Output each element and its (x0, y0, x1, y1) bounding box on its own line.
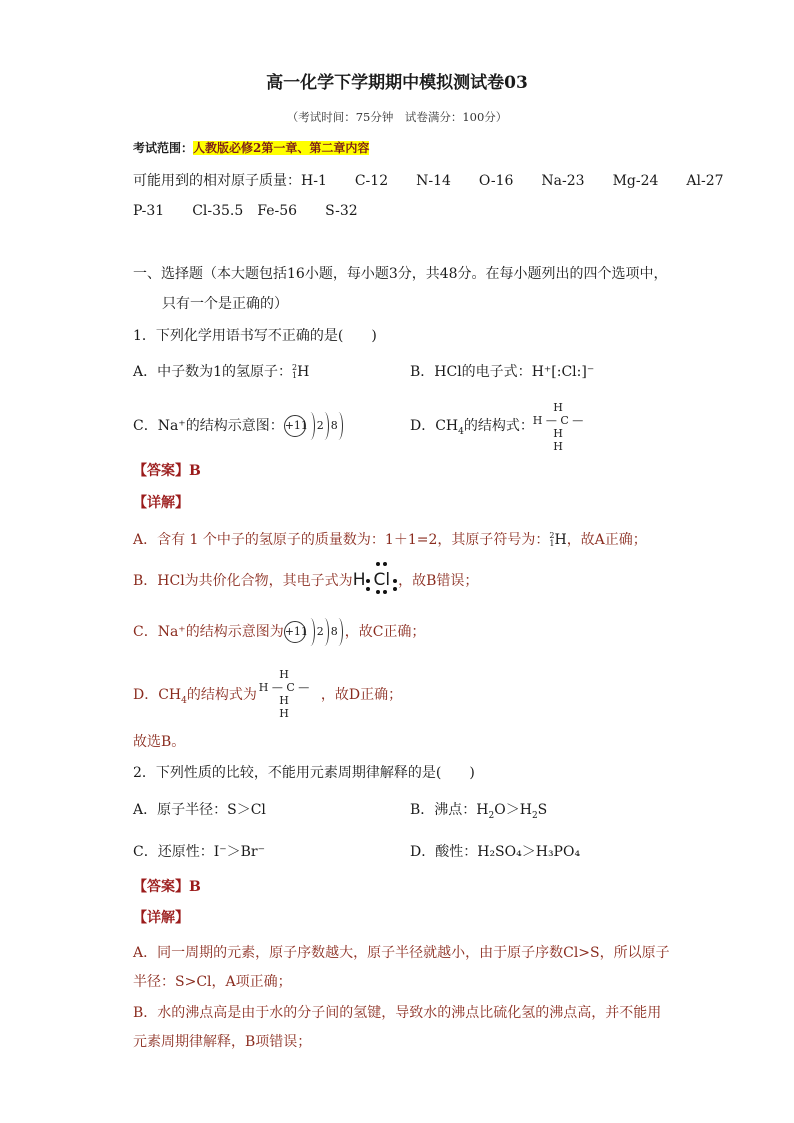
nucleus-circle: +11 (284, 415, 306, 437)
q1-conclusion: 故选B。 (133, 734, 186, 750)
question-1-stem: 1．下列化学用语书写不正确的是( ) (133, 328, 377, 344)
q2-option-d: D．酸性：H₂SO₄＞H₃PO₄ (410, 844, 581, 860)
q2-answer: 【答案】B (133, 879, 201, 895)
q2-option-a: A．原子半径：S＞Cl (133, 802, 266, 818)
q2-detail-label: 【详解】 (133, 910, 189, 926)
exam-subtitle: （考试时间：75分钟 试卷满分：100分） (286, 110, 508, 124)
q1-explanation-a: A．含有 1 个中子的氢原子的质量数为：1＋1=2，其原子符号为： 2 1 H，故A正确； (133, 531, 647, 548)
q1-detail-label: 【详解】 (133, 495, 189, 511)
q2-explanation-b-line-1: B．水的沸点高是由于水的分子间的氢键，导致水的沸点比硫化氢的沸点高，并不能用 (133, 1005, 662, 1021)
scope-highlight: 人教版必修2第一章、第二章内容 (193, 141, 370, 155)
q1-explanation-c: C．Na⁺的结构示意图为+11 2 8 ，故C正确； (133, 618, 425, 646)
page-title: 高一化学下学期期中模拟测试卷03 (266, 73, 528, 93)
methane-structure-explanation: H H — C — H H (258, 668, 310, 720)
q1-answer: 【答案】B (133, 463, 201, 479)
q1-option-a: A．中子数为1的氢原子： 2 1 H (133, 363, 310, 380)
methane-structure: H H — C — H H (532, 401, 584, 453)
q2-explanation-b-line-2: 元素周期律解释，B项错误； (133, 1034, 312, 1050)
q2-option-c: C．还原性：I⁻＞Br⁻ (133, 844, 266, 860)
q1-option-c: C．Na⁺的结构示意图：+11 2 8 (133, 412, 345, 440)
atomic-mass-line-1: 可能用到的相对原子质量：H-1 C-12 N-14 O-16 Na-23 Mg-24 Al-27 (133, 173, 724, 189)
exam-scope (133, 138, 369, 158)
q1-explanation-b: B．HCl为共价化合物，其电子式为H Cl ，故B错误； (133, 570, 478, 591)
section-heading-line-2: 只有一个是正确的） (162, 296, 288, 312)
shell-arc (306, 412, 315, 440)
q2-explanation-a-line-1: A．同一周期的元素，原子序数越大，原子半径就越小，由于原子序数Cl>S，所以原子 (133, 945, 670, 961)
section-heading-line-1: 一、选择题（本大题包括16小题，每小题3分，共48分。在每小题列出的四个选项中， (133, 266, 668, 282)
question-2-stem: 2．下列性质的比较，不能用元素周期律解释的是( ) (133, 765, 475, 781)
hcl-electron-dot: H Cl (353, 570, 398, 590)
q2-option-b: B．沸点：$H_2O>H_2S$ (410, 802, 548, 821)
isotope-notation: 2 1 (292, 363, 298, 380)
q1-explanation-d: D．$CH_4$的结构式为 ，故D正确； (133, 687, 403, 706)
scope-label: 考试范围： (133, 141, 194, 155)
atomic-mass-line-2: P-31 Cl-35.5 Fe-56 S-32 (133, 203, 358, 219)
shell-arc (334, 412, 343, 440)
shell-arc (320, 412, 329, 440)
q2-explanation-a-line-2: 半径：S>Cl，A项正确； (133, 974, 292, 990)
q1-option-b: B．HCl的电子式：H⁺[:Cl:]⁻ (410, 364, 595, 380)
hcl-electron-formula: H⁺[:Cl:]⁻ (531, 364, 595, 380)
q1-option-d: D．$CH_4$的结构式： (410, 418, 534, 437)
